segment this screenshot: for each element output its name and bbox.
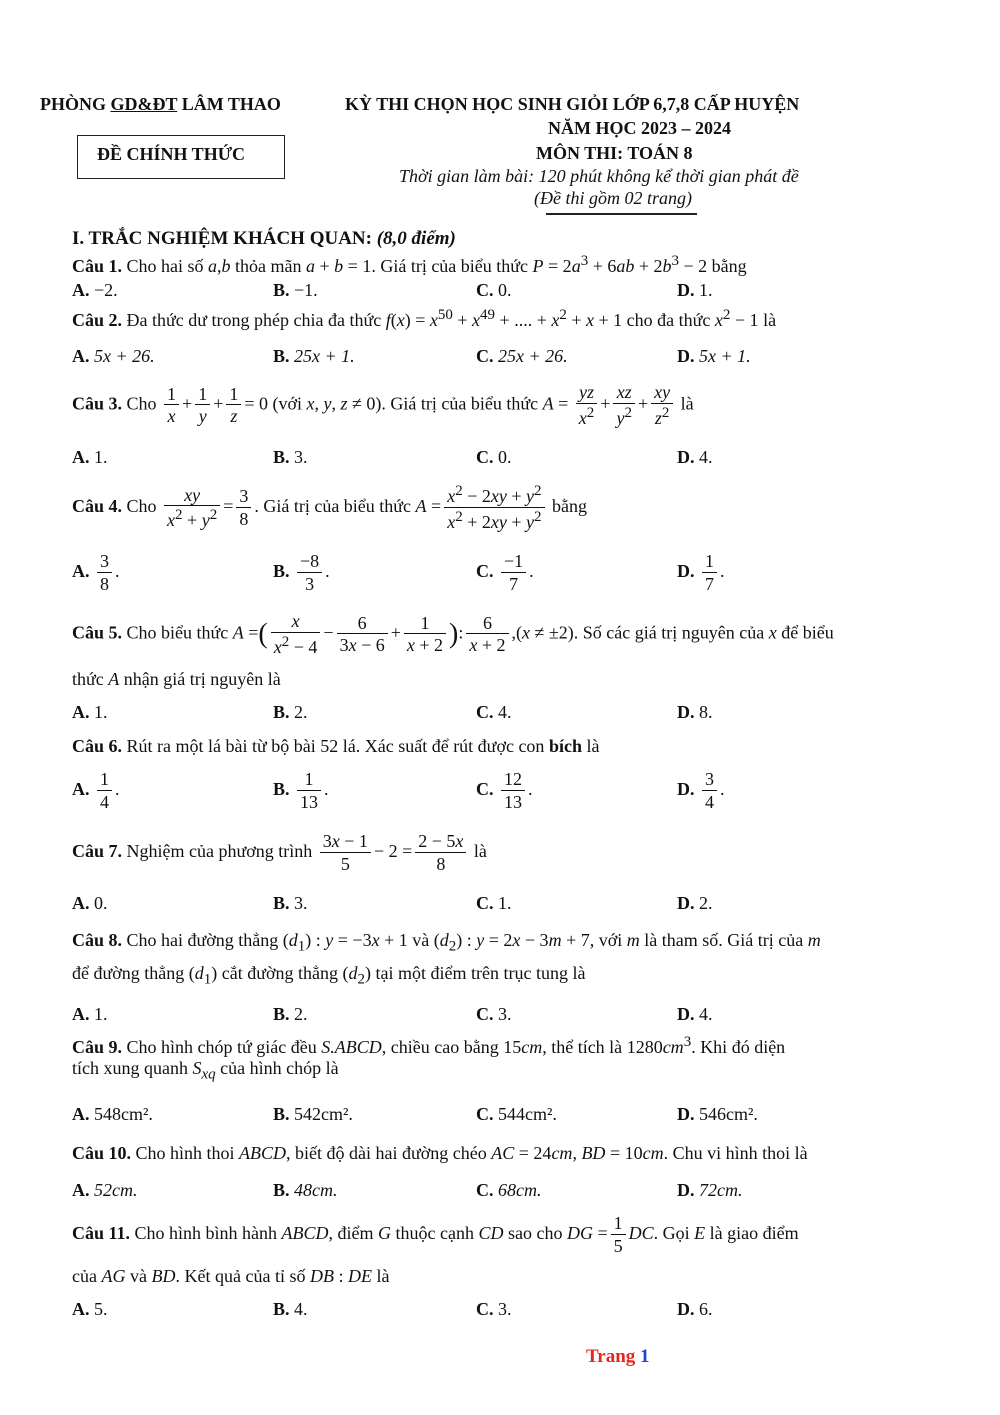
- question-9: Câu 9. Cho hình chóp tứ giác đều S.ABCD, chiều cao bằng 15cm, thể tích là $1280cm^3$. Khi đó diện: [72, 1034, 786, 1057]
- q3-option-d[interactable]: D. 4.: [677, 447, 713, 467]
- q4-option-b[interactable]: B. $\frac{-8}{3}$ .: [273, 551, 330, 594]
- q5-option-b[interactable]: B. 2.: [273, 702, 308, 722]
- q2-option-d[interactable]: D. 5x + 1.: [677, 346, 751, 366]
- question-6: Câu 6. Rút ra một lá bài từ bộ bài 52 lá. Xác suất để rút được con bích là: [72, 736, 600, 756]
- q1-option-a[interactable]: A. −2.: [72, 280, 118, 300]
- header-rule: [546, 213, 697, 215]
- question-5-line2: thức A nhận giá trị nguyên là: [72, 669, 281, 689]
- question-11-line2: của AG và BD. Kết quả của tỉ số DB : DE là: [72, 1266, 390, 1286]
- question-4: Câu 4. Cho $\frac{xy}{x^2 + y^2}$ = $\frac{3}{8}$ . Giá trị của biểu thức A = $\frac{x^2 - 2xy + y^2}{x^2 + 2xy + y^2}$ bằng: [72, 483, 587, 532]
- q8-option-c[interactable]: C. 3.: [476, 1004, 512, 1024]
- q1-option-d[interactable]: D. 1.: [677, 280, 713, 300]
- exam-title: KỲ THI CHỌN HỌC SINH GIỎI LỚP 6,7,8 CẤP HUYỆN: [345, 94, 800, 114]
- q10-option-a[interactable]: A. 52cm.: [72, 1180, 138, 1200]
- q1-option-b[interactable]: B. −1.: [273, 280, 318, 300]
- subject: MÔN THI: TOÁN 8: [536, 143, 693, 163]
- q2-option-a[interactable]: A. 5x + 26.: [72, 346, 155, 366]
- question-1: Câu 1. Cho hai số a,b thỏa mãn a + b = 1. Giá trị của biểu thức $P = 2a^3 + 6ab + 2b^3 - 2$ bằng: [72, 253, 747, 276]
- q4-option-d[interactable]: D. $\frac{1}{7}$ .: [677, 551, 725, 594]
- q2-option-c[interactable]: C. 25x + 26.: [476, 346, 568, 366]
- q9-option-d[interactable]: D. 546cm².: [677, 1104, 758, 1124]
- q7-option-c[interactable]: C. 1.: [476, 893, 512, 913]
- question-9-line2: tích xung quanh $S_{xq}$ của hình chóp là: [72, 1058, 339, 1083]
- q3-option-a[interactable]: A. 1.: [72, 447, 108, 467]
- page-number: 1: [640, 1346, 650, 1367]
- question-10: Câu 10. Cho hình thoi ABCD, biết độ dài hai đường chéo AC = 24cm, BD = 10cm. Chu vi hình thoi là: [72, 1143, 808, 1163]
- q4-option-a[interactable]: A. $\frac{3}{8}$ .: [72, 551, 120, 594]
- q11-option-c[interactable]: C. 3.: [476, 1299, 512, 1319]
- q7-option-d[interactable]: D. 2.: [677, 893, 713, 913]
- q1-option-c[interactable]: C. 0.: [476, 280, 512, 300]
- q9-option-a[interactable]: A. 548cm².: [72, 1104, 153, 1124]
- q8-option-b[interactable]: B. 2.: [273, 1004, 308, 1024]
- q7-option-a[interactable]: A. 0.: [72, 893, 108, 913]
- question-11: Câu 11. Cho hình bình hành ABCD, điểm G thuộc cạnh CD sao cho DG = $\frac{1}{5}$ DC. Gọi E là giao điểm: [72, 1213, 799, 1256]
- q6-option-b[interactable]: B. $\frac{1}{13}$ .: [273, 769, 329, 812]
- q10-option-d[interactable]: D. 72cm.: [677, 1180, 743, 1200]
- page-word: Trang: [586, 1346, 636, 1367]
- official-label: ĐỀ CHÍNH THỨC: [97, 144, 246, 164]
- q7-option-b[interactable]: B. 3.: [273, 893, 308, 913]
- q11-option-d[interactable]: D. 6.: [677, 1299, 713, 1319]
- q5-option-d[interactable]: D. 8.: [677, 702, 713, 722]
- q6-option-d[interactable]: D. $\frac{3}{4}$ .: [677, 769, 725, 812]
- pages-note: (Đề thi gồm 02 trang): [534, 188, 692, 208]
- question-8: Câu 8. Cho hai đường thẳng $(d_1)$ : y = −3x + 1 và $(d_2)$ : y = 2x − 3m + 7, với m là tham số. Giá trị của m: [72, 930, 821, 955]
- q11-option-a[interactable]: A. 5.: [72, 1299, 108, 1319]
- q6-option-c[interactable]: C. $\frac{12}{13}$ .: [476, 769, 533, 812]
- q3-option-c[interactable]: C. 0.: [476, 447, 512, 467]
- q5-option-a[interactable]: A. 1.: [72, 702, 108, 722]
- q9-option-b[interactable]: B. 542cm².: [273, 1104, 353, 1124]
- q3-option-b[interactable]: B. 3.: [273, 447, 308, 467]
- q8-option-a[interactable]: A. 1.: [72, 1004, 108, 1024]
- q5-option-c[interactable]: C. 4.: [476, 702, 512, 722]
- question-3: Câu 3. Cho $\frac{1}{x}$ + $\frac{1}{y}$ + $\frac{1}{z}$ = 0 (với x, y, z ≠ 0). Giá trị của biểu thức A = $\frac{yz}{x^2}$ + $\frac{xz}{y^2}$ + $\frac{xy}{z^2}$ là: [72, 382, 694, 428]
- q11-option-b[interactable]: B. 4.: [273, 1299, 308, 1319]
- question-7: Câu 7. Nghiệm của phương trình $\frac{3x - 1}{5}$ − 2 = $\frac{2 - 5x}{8}$ là: [72, 831, 487, 874]
- q8-option-d[interactable]: D. 4.: [677, 1004, 713, 1024]
- question-5: Câu 5. Cho biểu thức A =( $\frac{x}{x^2 - 4}$ − $\frac{6}{3x - 6}$ + $\frac{1}{x + 2}$ ): $\frac{6}{x + 2}$ ,(x ≠ ±2). Số các giá trị nguyên của x để biểu: [72, 611, 834, 657]
- q6-option-a[interactable]: A. $\frac{1}{4}$ .: [72, 769, 120, 812]
- time-note: Thời gian làm bài: 120 phút không kể thời gian phát đề: [399, 166, 799, 186]
- q9-option-c[interactable]: C. 544cm².: [476, 1104, 557, 1124]
- section-title: I. TRẮC NGHIỆM KHÁCH QUAN: (8,0 điểm): [72, 228, 456, 249]
- q10-option-b[interactable]: B. 48cm.: [273, 1180, 338, 1200]
- question-2: Câu 2. Đa thức dư trong phép chia đa thức $f(x) = x^{50} + x^{49}$ + .... + $x^2 + x + 1$ cho đa thức $x^2 - 1$ là: [72, 307, 777, 330]
- q2-option-b[interactable]: B. 25x + 1.: [273, 346, 355, 366]
- question-8-line2: để đường thẳng $(d_1)$ cắt đường thẳng $(d_2)$ tại một điểm trên trục tung là: [72, 963, 586, 988]
- q4-option-c[interactable]: C. $\frac{-1}{7}$ .: [476, 551, 534, 594]
- q10-option-c[interactable]: C. 68cm.: [476, 1180, 542, 1200]
- school-year: NĂM HỌC 2023 – 2024: [548, 118, 731, 138]
- page-footer: [586, 1346, 650, 1368]
- office-name: PHÒNG GD&ĐT LÂM THAO: [40, 94, 281, 114]
